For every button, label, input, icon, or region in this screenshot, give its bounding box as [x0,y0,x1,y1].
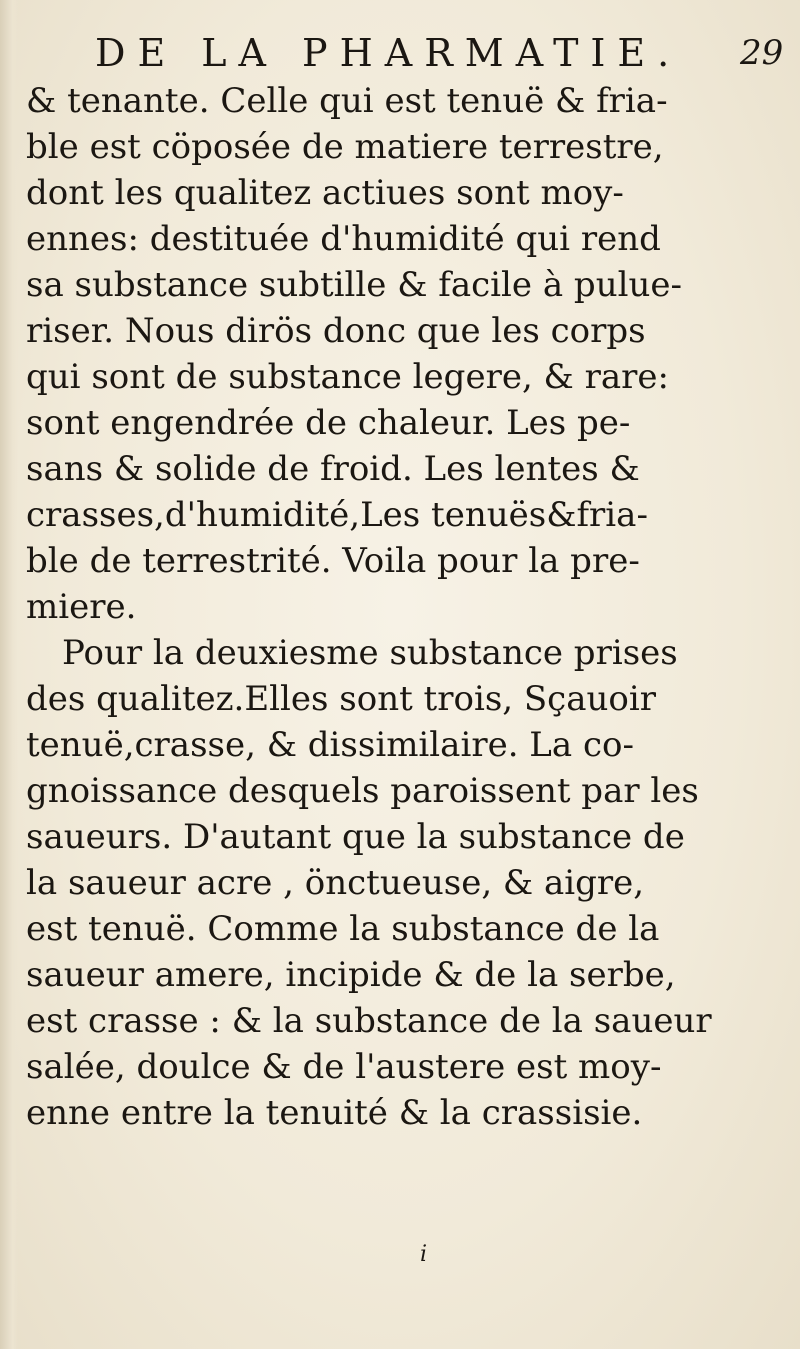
text-line: ble de terrestrité. Voila pour la pre- [26,541,640,581]
signature-mark: i [420,1242,428,1267]
page-gutter [0,0,18,1349]
text-line: la saueur acre , önctueuse, & aigre, [26,863,645,903]
text-line: saueurs. D'autant que la substance de [26,817,685,857]
text-line: est tenuë. Comme la substance de la [26,909,660,949]
text-line: & tenante. Celle qui est tenuë & fria- [26,81,668,121]
text-line: ennes: destituée d'humidité qui rend [26,219,661,259]
text-line: miere. [26,587,137,627]
text-line: riser. Nous dirös donc que les corps [26,311,646,351]
text-line: tenuë,crasse, & dissimilaire. La co- [26,725,634,765]
text-line: sa substance subtille & facile à pulue- [26,265,682,305]
paragraph-start-line: Pour la deuxiesme substance prises [62,633,678,673]
text-line: saueur amere, incipide & de la serbe, [26,955,676,995]
text-line: sont engendrée de chaleur. Les pe- [26,403,631,443]
text-line: ble est cöposée de matiere terrestre, [26,127,664,167]
text-line: est crasse : & la substance de la saueur [26,1001,712,1041]
text-line: gnoissance desquels paroissent par les [26,771,699,811]
text-line: dont les qualitez actiues sont moy- [26,173,624,213]
text-line: crasses,d'humidité,Les tenuës&fria- [26,495,648,535]
text-line: qui sont de substance legere, & rare: [26,357,669,397]
body-text [26,78,786,1136]
text-line: salée, doulce & de l'austere est moy- [26,1047,662,1087]
running-head: DE LA PHARMATIE. [95,31,682,75]
text-line: sans & solide de froid. Les lentes & [26,449,640,489]
page-number: 29 [740,33,784,73]
text-line: des qualitez.Elles sont trois, Sçauoir [26,679,656,719]
text-line: enne entre la tenuité & la crassisie. [26,1093,643,1133]
